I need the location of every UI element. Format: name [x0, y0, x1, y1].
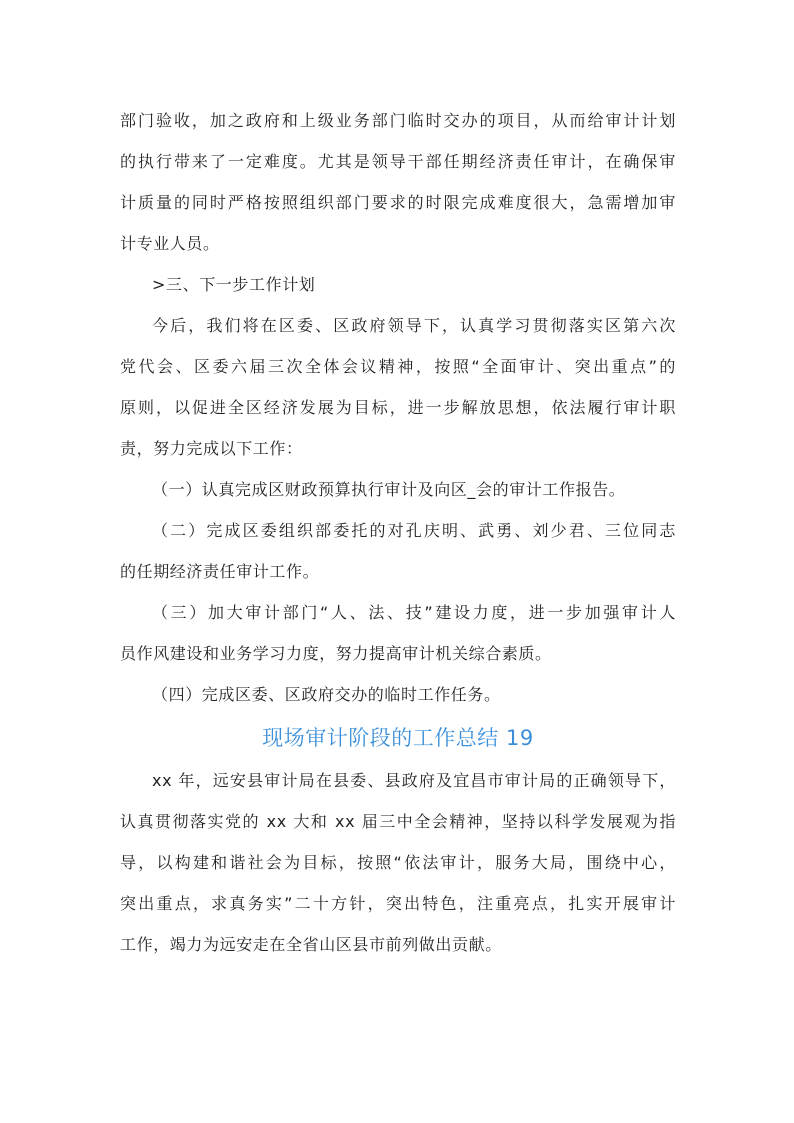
- text-line: （一）认真完成区财政预算执行审计及向区_会的审计工作报告。: [152, 480, 626, 499]
- paragraph-staffing-difficulty: [120, 100, 676, 264]
- text-line: 部门验收，加之政府和上级业务部门临时交办的项目，从而给审计计划: [120, 111, 676, 130]
- text-line: 的任期经济责任审计工作。: [120, 562, 320, 581]
- text-line: 员作风建设和业务学习力度，努力提高审计机关综合素质。: [120, 644, 552, 663]
- text-line: 党代会、区委六届三次全体会议精神，按照“全面审计、突出重点”的: [120, 357, 676, 376]
- text-line: 责，努力完成以下工作：: [120, 439, 303, 458]
- text-line: 的执行带来了一定难度。尤其是领导干部任期经济责任审计，在确保审: [120, 152, 676, 171]
- text-line: （三）加大审计部门“人、法、技”建设力度，进一步加强审计人: [152, 603, 676, 622]
- text-line: 导，以构建和谐社会为目标，按照“依法审计，服务大局，围绕中心，: [120, 853, 676, 872]
- document-body: [120, 100, 676, 965]
- text-line: 工作，竭力为远安走在全省山区县市前列做出贡献。: [120, 935, 502, 954]
- plan-item-1: [120, 469, 676, 510]
- text-line: 计专业人员。: [120, 234, 220, 253]
- text-line: （二）完成区委组织部委托的对孔庆明、武勇、刘少君、三位同志: [152, 521, 676, 540]
- text-line: 今后，我们将在区委、区政府领导下，认真学习贯彻落实区第六次: [152, 316, 676, 335]
- text-line: 突出重点，求真务实”二十方针，突出特色，注重亮点，扎实开展审计: [120, 894, 676, 913]
- plan-item-3: [120, 592, 676, 674]
- section-subheading: >三、下一步工作计划: [152, 275, 316, 294]
- plan-item-4: [120, 674, 676, 715]
- text-line: 计质量的同时严格按照组织部门要求的时限完成难度很大，急需增加审: [120, 193, 676, 212]
- text-line: （四）完成区委、区政府交办的临时工作任务。: [152, 685, 501, 704]
- paragraph-plan-intro: [120, 305, 676, 469]
- text-line: 原则，以促进全区经济发展为目标，进一步解放思想，依法履行审计职: [120, 398, 676, 417]
- article-title: 现场审计阶段的工作总结 19: [262, 726, 534, 750]
- plan-item-2: [120, 510, 676, 592]
- text-line: 认真贯彻落实党的 xx 大和 xx 届三中全会精神，坚持以科学发展观为指: [120, 812, 676, 831]
- paragraph-annual-summary: [120, 760, 676, 965]
- text-line: xx 年，远安县审计局在县委、县政府及宜昌市审计局的正确领导下，: [152, 771, 676, 790]
